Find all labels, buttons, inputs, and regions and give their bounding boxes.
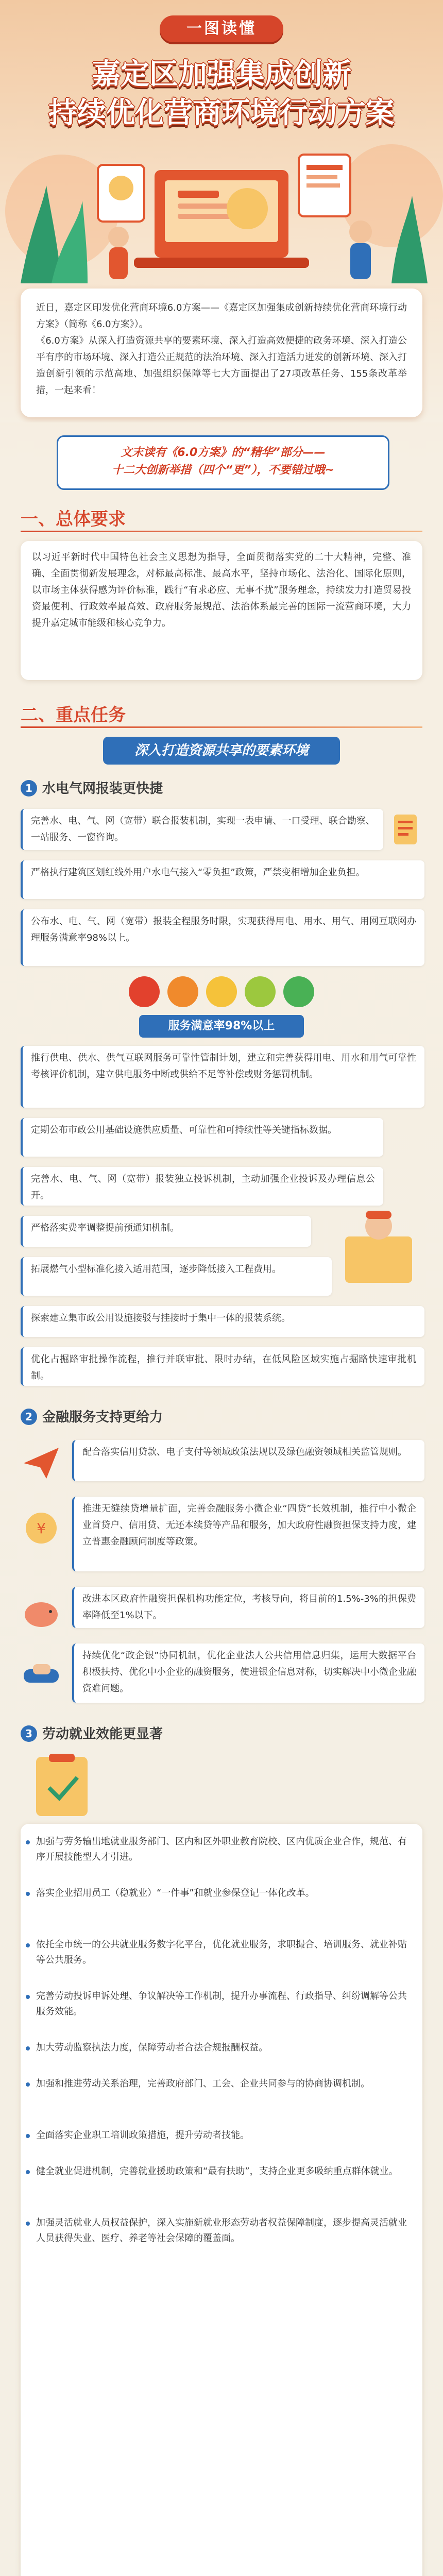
- employment-item-2: 落实企业招用员工（稳就业）“一件事”和就业参保登记一体化改革。: [36, 1886, 412, 1901]
- employment-item-4: 完善劳动投诉申诉处理、争议解决等工作机制，提升办事流程、行政指导、纠纷调解等公共服务效能。: [36, 1989, 412, 2020]
- very-unsatisfied-face-icon: [129, 976, 160, 1007]
- intro-paragraph-1: 近日，嘉定区印发优化营商环境6.0方案——《嘉定区加强集成创新持续优化营商环境行动方案》（简称《6.0方案》）。: [36, 302, 407, 330]
- intro-paragraph-2: 《6.0方案》从深入打造资源共享的要素环境、深入打造高效便捷的政务环境、深入打造公平有序的市场环境、深入打造公正规范的法治环境、深入打造活力迸发的创新环境、深入打造创新引领的示范高地、加强组织保障等七大方面提出了27项改革任务、155条改革举措，一起来看！: [36, 335, 407, 396]
- section-number: 二、: [21, 705, 56, 725]
- general-requirements-text: 以习近平新时代中国特色社会主义思想为指导，全面贯彻落实党的二十大精神，完整、准确、全面贯彻新发展理念，对标最高标准、最高水平，坚持市场化、法治化、国际化原则，以市场主体获得感为评价标准，践行“有求必应、无事不扰”服务理念，持续发力打造贸易投资最便利、行政效率最高效、政府服务最规范、法治体系最完善的国际一流营商环境，大力提升嘉定城市能级和核心竞争力。: [32, 552, 411, 629]
- employment-item-1: 加强与劳务输出地就业服务部门、区内和区外职业教育院校、区内优质企业合作，规范、有序开展技能型人才引进。: [36, 1834, 412, 1865]
- employment-item-8: 健全就业促进机制，完善就业援助政策和“最有扶助”，支持企业更多吸纳重点群体就业。: [36, 2164, 412, 2179]
- svg-text:¥: ¥: [37, 1520, 46, 1537]
- sub-title-utilities: [21, 778, 163, 799]
- utilities-item-9: 探索建立集市政公用设施接驳与挂接时于集中一体的报装系统。: [21, 1306, 424, 1337]
- very-satisfied-face-icon: [283, 976, 314, 1007]
- utilities-item-4: 推行供电、供水、供气互联网服务可靠性管制计划，建立和完善获得用电、用水和用气可靠性考核评价机制，建立供电服务中断或供给不足等补偿或财务惩罚机制。: [21, 1046, 424, 1108]
- finance-item-4: 持续优化“政企银”协同机制，优化企业法人公共信用信息归集，运用大数据平台积极扶持、优化中小企业的融资服务，使进银企信息对称，切实解决中小微企业融资难问题。: [72, 1643, 424, 1703]
- unsatisfied-face-icon: [167, 976, 198, 1007]
- hero-title-line1: 嘉定区加强集成创新: [92, 58, 351, 91]
- money-bag-icon: [21, 1504, 62, 1546]
- hero-title-line2: 持续优化营商环境行动方案: [48, 96, 395, 130]
- satisfaction-tag: 服务满意率98%以上: [139, 1015, 304, 1038]
- sub-title-employment: [21, 1723, 163, 1744]
- hero-banner: [0, 0, 443, 422]
- employment-item-3: 依托全市统一的公共就业服务数字化平台，优化就业服务，求职撮合、培训服务、就业补贴等公共服务。: [36, 1937, 412, 1968]
- employment-list-card: [21, 1824, 422, 2576]
- piggy-bank-icon: [21, 1592, 62, 1633]
- sub-number-badge: 1: [21, 780, 37, 796]
- hero-badge: 一图读懂: [160, 15, 283, 42]
- hero-illustration: [0, 134, 443, 289]
- utilities-item-7: 严格落实费率调整提前预通知机制。: [21, 1216, 311, 1247]
- utilities-item-10: 优化占掘路审批操作流程，推行并联审批、限时办结，在低风险区域实施占掘路快速审批机制。: [21, 1347, 424, 1386]
- paper-plane-icon: [21, 1443, 62, 1484]
- section-general-requirements-title: [21, 505, 126, 531]
- sub-title-text: 金融服务支持更给力: [42, 1410, 163, 1425]
- sub-title-finance: [21, 1406, 163, 1427]
- section-divider: [21, 531, 422, 532]
- callout-line1: 文末读有《6.0方案》的“精华”部分——: [121, 446, 326, 459]
- employment-item-9: 加强灵活就业人员权益保护，深入实施新就业形态劳动者权益保障制度，逐步提高灵活就业人员获得失业、医疗、养老等社会保障的覆盖面。: [36, 2215, 412, 2246]
- clipboard-illustration-icon: [21, 1752, 113, 1819]
- satisfied-face-icon: [245, 976, 276, 1007]
- utilities-item-8: 拓展燃气小型标准化接入适用范围，逐步降低接入工程费用。: [21, 1257, 332, 1296]
- sub-title-text: 劳动就业效能更显著: [42, 1726, 163, 1742]
- document-icon: [389, 811, 425, 848]
- finance-item-2: 推进无缝续贷增量扩面，完善金融服务小微企业“四贷”长效机制，推行中小微企业首贷户、信用贷、无还本续贷等产品和服务，加大政府性融资担保支持力度，建立普惠金融顾问制度等政策。: [72, 1497, 424, 1571]
- section-number: 一、: [21, 509, 56, 530]
- general-requirements-card: [21, 541, 422, 680]
- section-divider: [21, 726, 422, 728]
- worker-illustration-icon: [335, 1206, 422, 1288]
- finance-item-3: 改进本区政府性融资担保机构功能定位，考核导向，将目前的1.5%-3%的担保费率降低至1%以下。: [72, 1587, 424, 1628]
- employment-item-7: 全面落实企业职工培训政策措施，提升劳动者技能。: [36, 2128, 412, 2143]
- ribbon-resource-sharing: 深入打造资源共享的要素环境: [103, 737, 340, 765]
- sub-title-text: 水电气网报装更快捷: [42, 781, 163, 796]
- neutral-face-icon: [206, 976, 237, 1007]
- highlight-callout: [57, 435, 389, 490]
- section-title-text: 重点任务: [56, 705, 126, 725]
- utilities-item-6: 完善水、电、气、网（宽带）报装独立投诉机制，主动加强企业投诉及办理信息公开。: [21, 1167, 383, 1206]
- employment-item-6: 加强和推进劳动关系治理，完善政府部门、工会、企业共同参与的协商协调机制。: [36, 2076, 412, 2092]
- finance-item-1: 配合落实信用贷款、电子支付等领域政策法规以及绿色融资领域相关监管规则。: [72, 1440, 424, 1481]
- section-title-text: 总体要求: [56, 509, 126, 530]
- callout-line2: 十二大创新举措（四个“更”），不要错过哦~: [112, 464, 334, 477]
- section-key-tasks-title: [21, 701, 126, 726]
- intro-card: [21, 289, 422, 417]
- utilities-item-5: 定期公布市政公用基础设施供应质量、可靠性和可持续性等关键指标数据。: [21, 1118, 383, 1157]
- utilities-item-1: 完善水、电、气、网（宽带）联合报装机制，实现一表申请、一口受理、联合勘察、一站服务、一窗咨询。: [21, 809, 383, 850]
- handshake-icon: [21, 1654, 62, 1695]
- sub-number-badge: 3: [21, 1725, 37, 1742]
- utilities-item-3: 公布水、电、气、网（宽带）报装全程服务时限，实现获得用电、用水、用气、用网互联网办理服务满意率98%以上。: [21, 909, 424, 966]
- employment-item-5: 加大劳动监察执法力度，保障劳动者合法合规报酬权益。: [36, 2040, 412, 2056]
- sub-number-badge: 2: [21, 1409, 37, 1425]
- utilities-item-2: 严格执行建筑区划红线外用户水电气接入“零负担”政策，严禁变相增加企业负担。: [21, 860, 424, 899]
